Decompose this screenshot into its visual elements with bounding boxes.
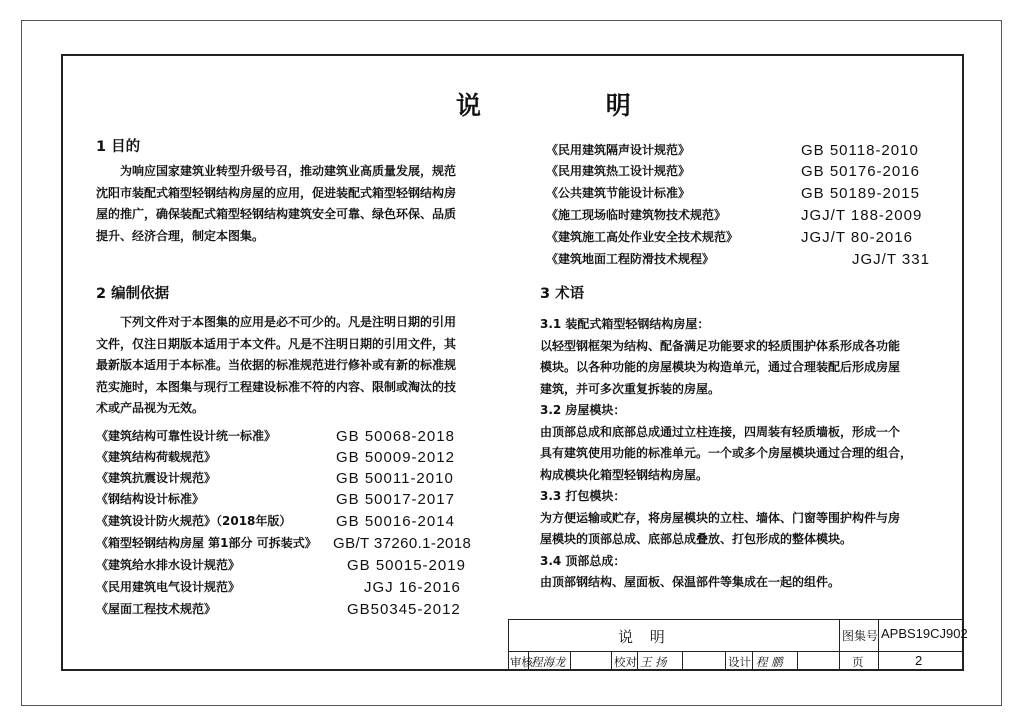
section-1-heading: 1 目的: [96, 139, 141, 155]
term-line: 由顶部总成和底部总成通过立柱连接，四周装有轻质墙板，形成一个: [540, 424, 901, 439]
reference-code: JGJ/T 80-2016: [801, 229, 913, 246]
design-name: 程 鹏: [756, 655, 783, 669]
reference-name: 《钢结构设计标准》: [96, 492, 205, 506]
title-block-title: 说 明: [618, 628, 671, 646]
term-line: 模块。以各种功能的房屋模块为构造单元，通过合理装配后形成房屋: [540, 360, 901, 374]
page-number: 2: [915, 653, 923, 668]
reference-name: 《建筑地面工程防滑技术规程》: [546, 252, 715, 266]
reference-code: GB/T 37260.1-2018: [333, 535, 472, 552]
atlas-label: 图集号: [842, 629, 879, 643]
design-label: 设计: [728, 655, 751, 669]
review-name: 程海龙: [531, 655, 566, 669]
term-line: 构成模块化箱型轻钢结构房屋。: [540, 467, 709, 482]
section-1-line: 屋的推广，确保装配式箱型轻钢结构建筑安全可靠、绿色环保、品质: [96, 207, 457, 221]
term-heading: 3.1 装配式箱型轻钢结构房屋：: [540, 317, 710, 331]
section-1-body: [96, 161, 506, 247]
reference-code: GB 50011-2010: [336, 470, 454, 487]
term-line: 以轻型钢框架为结构、配备满足功能要求的轻质围护体系形成各功能: [540, 338, 901, 353]
term-heading: 3.2 房屋模块：: [540, 403, 626, 417]
reference-name: 《建筑结构可靠性设计统一标准》: [96, 429, 277, 443]
term-line: 为方便运输或贮存，将房屋模块的立柱、墙体、门窗等围护构件与房: [540, 510, 901, 525]
reference-name: 《建筑抗震设计规范》: [96, 471, 217, 485]
reference-name: 《民用建筑电气设计规范》: [96, 580, 241, 594]
term-heading: 3.3 打包模块：: [540, 489, 626, 503]
section-1-line: 为响应国家建筑业转型升级号召，推动建筑业高质量发展，规范: [120, 164, 457, 178]
term-line: 建筑，并可多次重复拆装的房屋。: [540, 381, 721, 396]
check-label: 校对: [614, 655, 637, 669]
reference-code: GB 50016-2014: [336, 513, 455, 530]
reference-code: GB 50068-2018: [336, 428, 455, 445]
term-line: 由顶部钢结构、屋面板、保温部件等集成在一起的组件。: [540, 575, 841, 589]
term-line: 具有建筑使用功能的标准单元。一个或多个房屋模块通过合理的组合，: [540, 446, 913, 460]
section-2-line: 最新版本适用于本标准。当依据的标准规范进行修补或有新的标准规: [96, 358, 457, 372]
reference-name: 《屋面工程技术规范》: [96, 602, 217, 616]
reference-name: 《建筑给水排水设计规范》: [96, 558, 241, 572]
reference-name: 《民用建筑热工设计规范》: [546, 164, 691, 178]
section-2-line: 范实施时，本图集与现行工程建设标准不符的内容、限制或淘汰的技: [96, 379, 457, 394]
section-1-line: 提升、经济合理，制定本图集。: [96, 228, 265, 243]
reference-name: 《民用建筑隔声设计规范》: [546, 143, 691, 157]
reference-code: JGJ/T 188-2009: [801, 207, 923, 224]
atlas-number: APBS19CJ902: [881, 626, 968, 641]
reference-code: GB50345-2012: [347, 601, 461, 618]
reference-name: 《公共建筑节能设计标准》: [546, 186, 691, 200]
section-2-line: 术或产品视为无效。: [96, 401, 205, 415]
term-line: 屋模块的顶部总成、底部总成叠放、打包形成的整体模块。: [540, 532, 853, 546]
section-3-heading: 3 术语: [540, 286, 585, 302]
reference-code: GB 50176-2016: [801, 163, 920, 180]
page-title: 说 明: [456, 91, 689, 120]
reference-code: GB 50189-2015: [801, 185, 920, 202]
term-heading: 3.4 顶部总成：: [540, 553, 626, 568]
reference-name: 《箱型轻钢结构房屋 第1部分 可拆装式》: [96, 536, 317, 550]
section-2-heading: 2 编制依据: [96, 286, 170, 302]
section-3-body: [540, 314, 950, 594]
reference-name: 《建筑施工高处作业安全技术规范》: [546, 230, 739, 244]
review-label: 审核: [510, 655, 533, 669]
section-2-body: [96, 312, 506, 420]
reference-name: 《建筑设计防火规范》（2018年版）: [96, 514, 292, 528]
section-1-line: 沈阳市装配式箱型轻钢结构房屋的应用，促进装配式箱型轻钢结构房: [96, 185, 457, 200]
reference-code: GB 50118-2010: [801, 142, 919, 159]
check-name: 王 扬: [640, 655, 667, 669]
reference-code: JGJ 16-2016: [364, 579, 461, 596]
reference-code: GB 50009-2012: [336, 449, 455, 466]
reference-code: JGJ/T 331: [852, 251, 930, 268]
section-2-line: 下列文件对于本图集的应用是必不可少的。凡是注明日期的引用: [120, 315, 457, 329]
section-2-line: 文件，仅注日期版本适用于本文件。凡是不注明日期的引用文件，其: [96, 336, 457, 351]
reference-name: 《施工现场临时建筑物技术规范》: [546, 208, 727, 222]
page-label: 页: [852, 655, 864, 669]
reference-code: GB 50015-2019: [347, 557, 466, 574]
reference-code: GB 50017-2017: [336, 491, 455, 508]
reference-name: 《建筑结构荷载规范》: [96, 450, 217, 464]
